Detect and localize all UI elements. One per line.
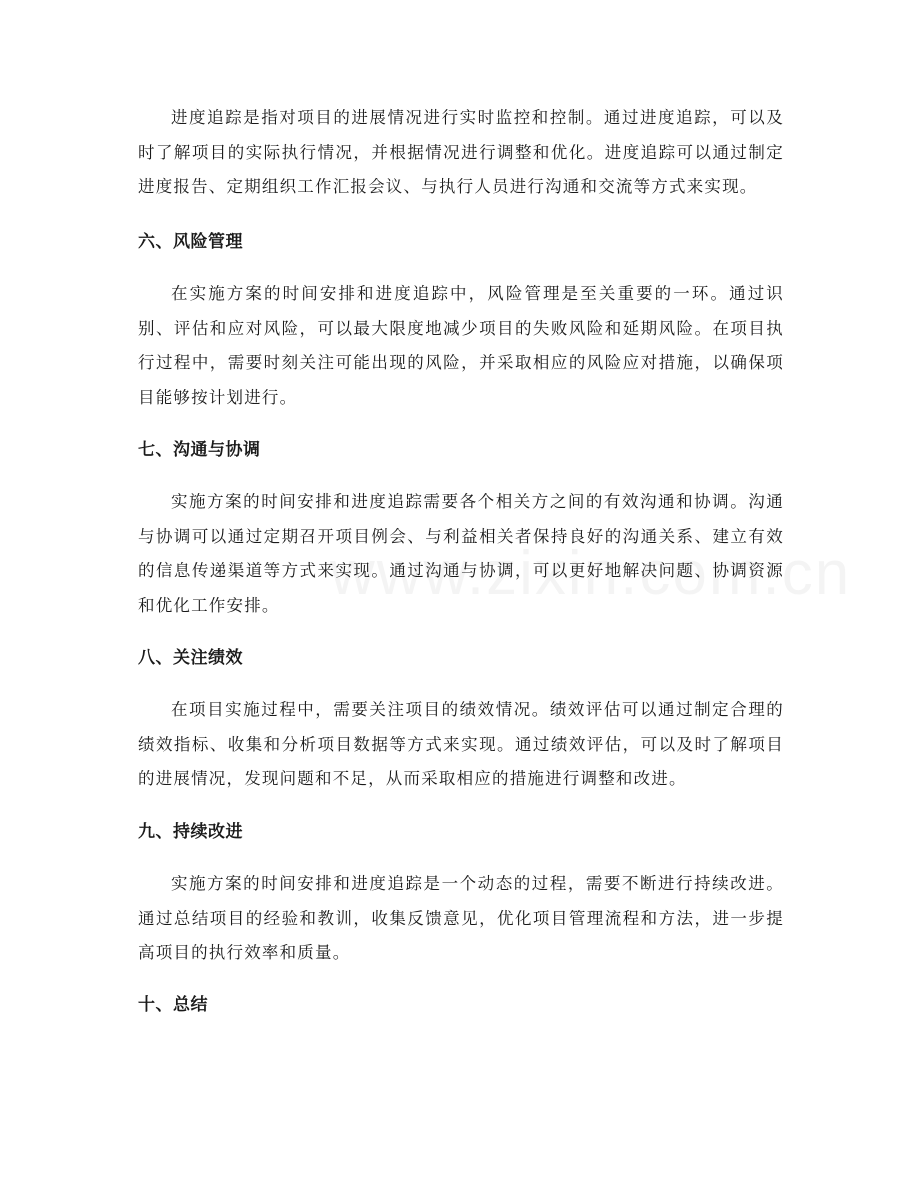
paragraph-performance: 在项目实施过程中，需要关注项目的绩效情况。绩效评估可以通过制定合理的绩效指标、收集和分析项目数据等方式来实现。通过绩效评估，可以及时了解项目的进展情况，发现问题和不足，从而采取相应的措施进行调整和改进。	[138, 700, 784, 789]
heading-continuous-improvement: 九、持续改进	[138, 822, 243, 842]
heading-risk-management: 六、风险管理	[138, 232, 243, 252]
heading-summary: 十、总结	[138, 995, 208, 1015]
paragraph-communication: 实施方案的时间安排和进度追踪需要各个相关方之间的有效沟通和协调。沟通与协调可以通过定期召开项目例会、与利益相关者保持良好的沟通关系、建立有效的信息传递渠道等方式来实现。通过沟通与协调，可以更好地解决问题、协调资源和优化工作安排。	[138, 492, 784, 615]
paragraph-risk-management: 在实施方案的时间安排和进度追踪中，风险管理是至关重要的一环。通过识别、评估和应对风险，可以最大限度地减少项目的失败风险和延期风险。在项目执行过程中，需要时刻关注可能出现的风险，并采取相应的风险应对措施，以确保项目能够按计划进行。	[138, 284, 784, 407]
heading-communication: 七、沟通与协调	[138, 440, 261, 460]
heading-performance: 八、关注绩效	[138, 648, 243, 668]
paragraph-continuous-improvement: 实施方案的时间安排和进度追踪是一个动态的过程，需要不断进行持续改进。通过总结项目的经验和教训，收集反馈意见，优化项目管理流程和方法，进一步提高项目的执行效率和质量。	[138, 874, 784, 963]
paragraph-progress-tracking: 进度追踪是指对项目的进展情况进行实时监控和控制。通过进度追踪，可以及时了解项目的实际执行情况，并根据情况进行调整和优化。进度追踪可以通过制定进度报告、定期组织工作汇报会议、与执行人员进行沟通和交流等方式来实现。	[138, 108, 784, 197]
